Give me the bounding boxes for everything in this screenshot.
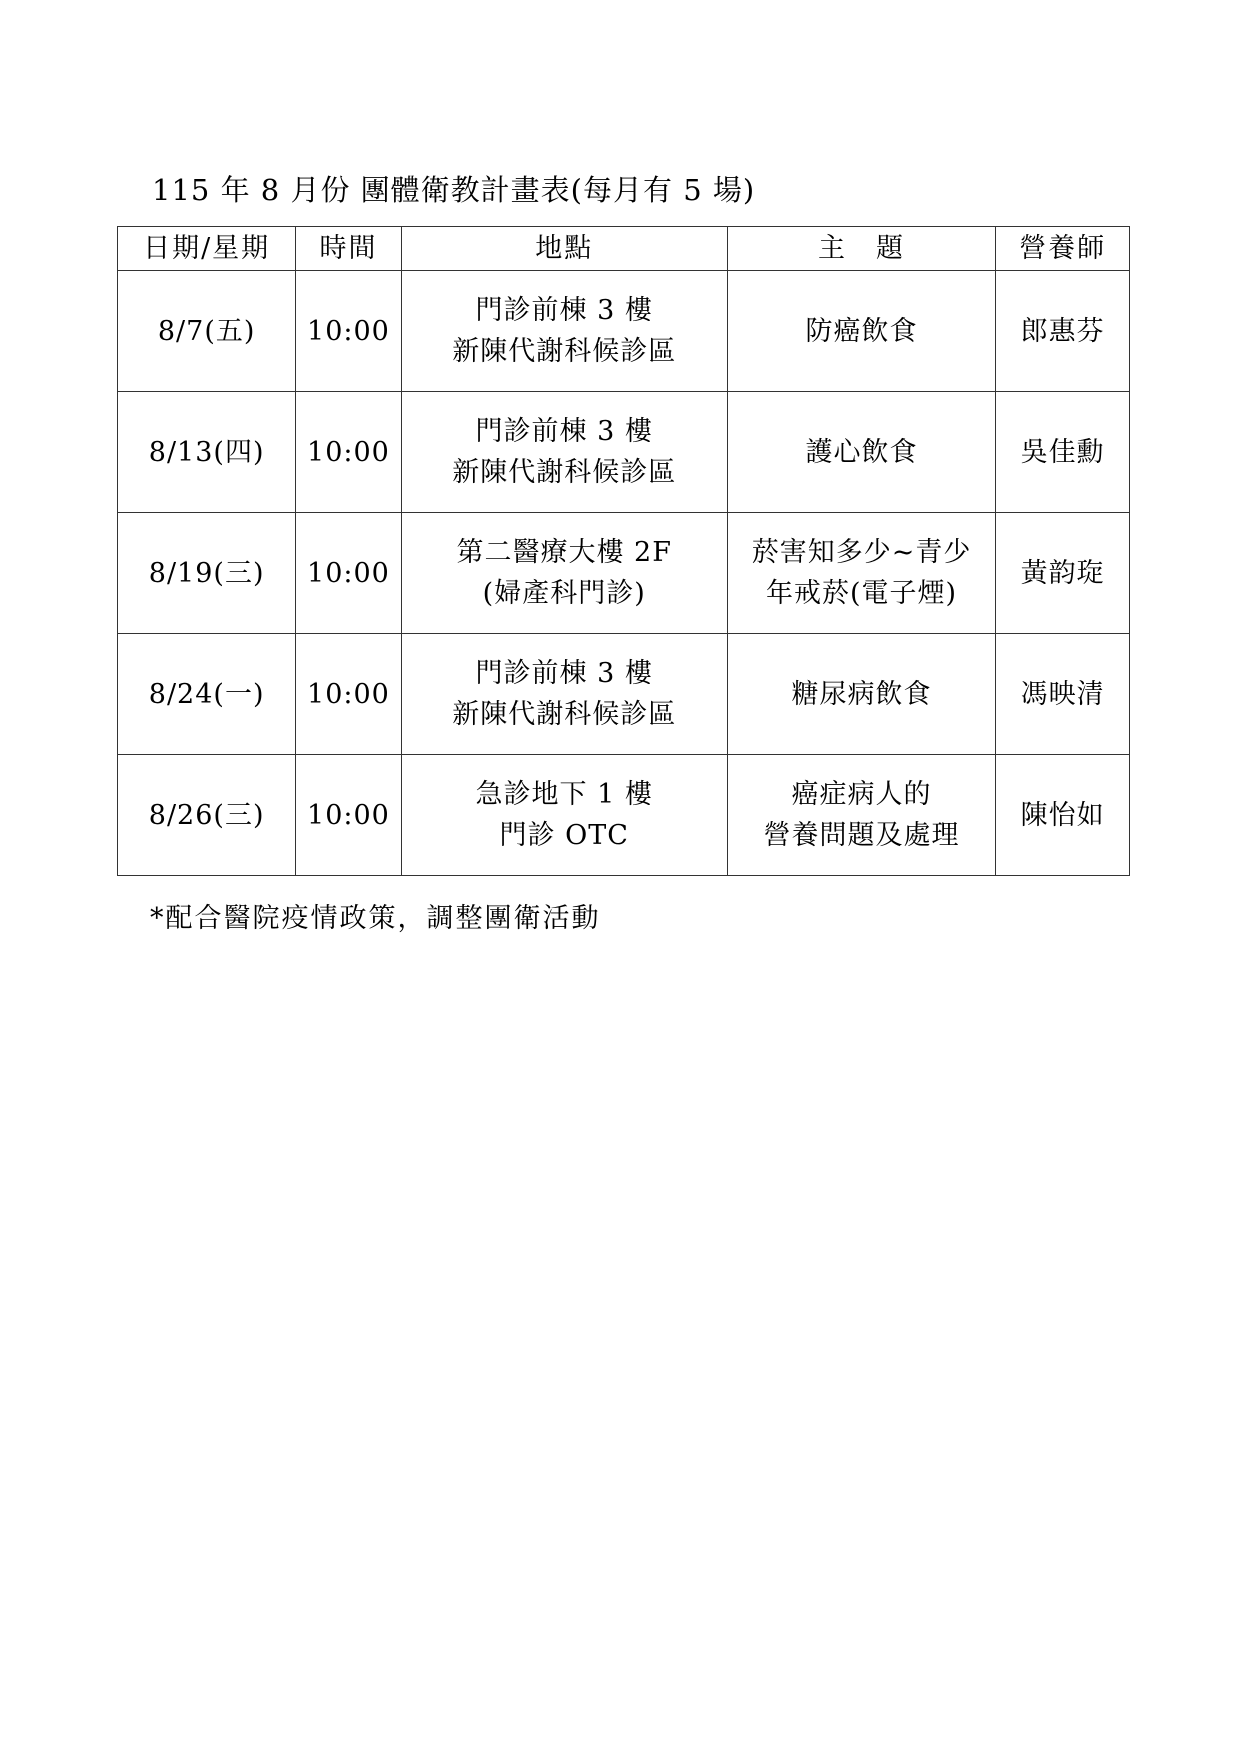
topic-line: 護心飲食	[805, 436, 918, 468]
topic-line: 年戒菸(電子煙)	[765, 578, 958, 609]
location-line: 急診地下 1 樓	[475, 779, 653, 810]
time-cell: 10:00	[296, 392, 401, 513]
date-cell: 8/13(四)	[118, 392, 296, 513]
footnote: *配合醫院疫情政策，調整團衛活動	[150, 903, 601, 934]
date-cell: 8/7(五)	[118, 271, 296, 392]
table-row	[118, 271, 1130, 392]
header-topic: 主 題	[727, 227, 995, 271]
header-date: 日期/星期	[118, 227, 296, 271]
dietitian-cell: 黃韵琁	[996, 513, 1130, 634]
page-title: 115 年 8 月份 團體衛教計畫表(每月有 5 場)	[152, 173, 756, 207]
topic-line: 營養問題及處理	[763, 820, 960, 851]
dietitian-cell: 陳怡如	[996, 755, 1130, 876]
location-line: 第二醫療大樓 2F	[456, 537, 672, 568]
topic-cell	[727, 513, 995, 634]
header-dietitian: 營養師	[996, 227, 1130, 271]
header-row	[118, 227, 1130, 271]
time-cell: 10:00	[296, 634, 401, 755]
location-line: 門診前棟 3 樓	[475, 295, 653, 326]
schedule-table	[117, 226, 1130, 876]
header-location: 地點	[401, 227, 727, 271]
location-line: 新陳代謝科候診區	[452, 699, 677, 730]
topic-cell	[727, 755, 995, 876]
location-line: 門診前棟 3 樓	[475, 416, 653, 447]
location-line: 新陳代謝科候診區	[452, 457, 677, 488]
location-line: 新陳代謝科候診區	[452, 336, 677, 367]
topic-cell	[727, 271, 995, 392]
time-cell: 10:00	[296, 755, 401, 876]
dietitian-cell: 馮映清	[996, 634, 1130, 755]
topic-line: 菸害知多少~青少	[751, 537, 972, 568]
time-cell: 10:00	[296, 513, 401, 634]
header-time: 時間	[296, 227, 401, 271]
table-row	[118, 513, 1130, 634]
dietitian-cell: 吳佳勳	[996, 392, 1130, 513]
location-line: 門診 OTC	[499, 820, 629, 851]
topic-line: 癌症病人的	[791, 779, 932, 810]
location-cell	[401, 271, 727, 392]
table-row	[118, 392, 1130, 513]
table-row	[118, 634, 1130, 755]
dietitian-cell: 郎惠芬	[996, 271, 1130, 392]
location-cell	[401, 755, 727, 876]
location-cell	[401, 634, 727, 755]
topic-line: 防癌飲食	[805, 315, 918, 347]
topic-cell	[727, 392, 995, 513]
date-cell: 8/24(一)	[118, 634, 296, 755]
table-row	[118, 755, 1130, 876]
location-line: 門診前棟 3 樓	[475, 658, 653, 689]
date-cell: 8/19(三)	[118, 513, 296, 634]
location-cell	[401, 392, 727, 513]
topic-line: 糖尿病飲食	[791, 678, 932, 710]
topic-cell	[727, 634, 995, 755]
location-cell	[401, 513, 727, 634]
location-line: (婦產科門診)	[482, 578, 646, 609]
time-cell: 10:00	[296, 271, 401, 392]
date-cell: 8/26(三)	[118, 755, 296, 876]
